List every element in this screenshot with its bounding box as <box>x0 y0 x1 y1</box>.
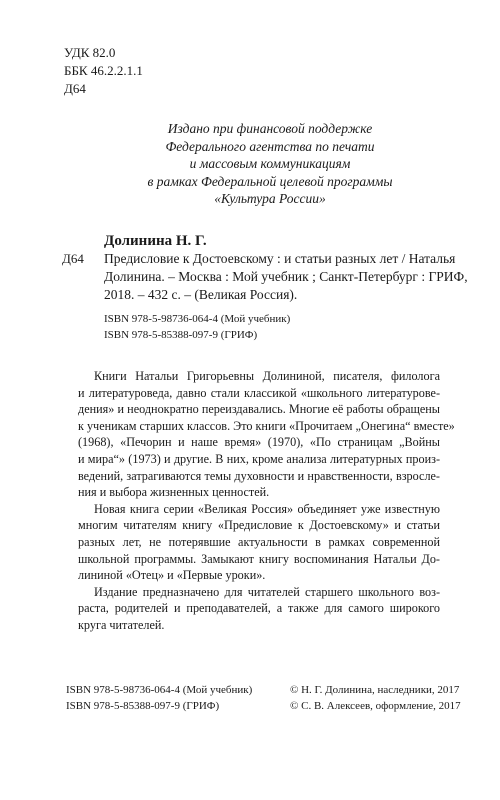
copyright-line: © Н. Г. Долинина, наследники, 2017 <box>290 684 460 696</box>
annotation-line: разных лет, не потерявшие актуальности в рамках современной <box>78 534 440 549</box>
funding-line: и массовым коммуникациям <box>189 156 351 171</box>
isbn: ISBN 978-5-98736-064-4 (Мой учебник) <box>104 313 291 325</box>
funding-note <box>120 120 420 208</box>
copyright-notices <box>290 683 461 714</box>
annotation-paragraph <box>78 584 440 634</box>
record-author-mark: Д64 <box>62 251 84 266</box>
annotation-paragraph <box>78 501 440 584</box>
annotation <box>78 368 455 634</box>
annotation-line: Новая книга серии «Великая Россия» объединяет уже известную <box>94 501 440 516</box>
annotation-line: Книги Натальи Григорьевны Долининой, писателя, филолога <box>94 369 440 383</box>
annotation-paragraph <box>78 368 455 501</box>
annotation-line: школьной программы. Замыкают книгу воспоминания Натальи До- <box>78 551 440 566</box>
funding-line: Федерального агентства по печати <box>165 138 375 154</box>
record-author: Долинина Н. Г. <box>104 233 207 249</box>
funding-line: в рамках Федеральной целевой программы <box>147 173 393 189</box>
bibliographic-record <box>104 250 468 304</box>
udk-code: УДК 82.0 <box>64 45 116 60</box>
isbn: ISBN 978-5-85388-097-9 (ГРИФ) <box>66 699 220 712</box>
annotation-line: (1968), «Печорин и наше время» (1970), «По страницам „Войны <box>78 435 440 450</box>
record-line: Долинина. – Москва : Мой учебник ; Санкт-Петербург : ГРИФ, <box>104 269 468 284</box>
annotation-line: круга читателей. <box>78 617 165 632</box>
annotation-line: и мира“» (1973) и другие. В них, кроме анализа литературных произ- <box>78 451 440 466</box>
copyright-line: © С. В. Алексеев, оформление, 2017 <box>290 699 461 712</box>
bbk-code: ББК 46.2.2.1.1 <box>64 63 143 78</box>
isbn: ISBN 978-5-98736-064-4 (Мой учебник) <box>66 684 253 696</box>
annotation-line: к ученикам старших классов. Это книги «Прочитаем „Онегина“ вместе» <box>78 418 455 433</box>
footer-isbn-list <box>66 683 252 714</box>
annotation-line: раста, родителей и преподавателей, а также для самого широкого <box>78 601 440 616</box>
annotation-line: ведений, затрагиваются темы духовности и нравственности, взросле- <box>78 468 440 483</box>
annotation-line: лининой «Отец» и «Первые уроки». <box>78 568 266 583</box>
classification-codes <box>64 44 143 98</box>
record-line: Предисловие к Достоевскому : и статьи разных лет / Наталья <box>104 251 456 266</box>
record-isbn-list <box>104 312 290 343</box>
annotation-line: дения» и неоднократно переиздавались. Многие её работы обращены <box>78 402 440 417</box>
funding-line: «Культура России» <box>214 191 326 206</box>
funding-line: Издано при финансовой поддержке <box>167 121 373 136</box>
record-line: 2018. – 432 с. – (Великая Россия). <box>104 287 298 302</box>
annotation-line: ния и выбора жизненных ценностей. <box>78 485 270 500</box>
author-mark: Д64 <box>64 81 86 96</box>
annotation-line: Издание предназначено для читателей старшего школьного воз- <box>94 584 440 599</box>
annotation-line: и литературоведа, давно стали классикой «школьного литературове- <box>78 385 440 400</box>
isbn: ISBN 978-5-85388-097-9 (ГРИФ) <box>104 328 258 341</box>
annotation-line: многим читателям книгу «Предисловие к Достоевскому» и статьи <box>78 518 440 533</box>
